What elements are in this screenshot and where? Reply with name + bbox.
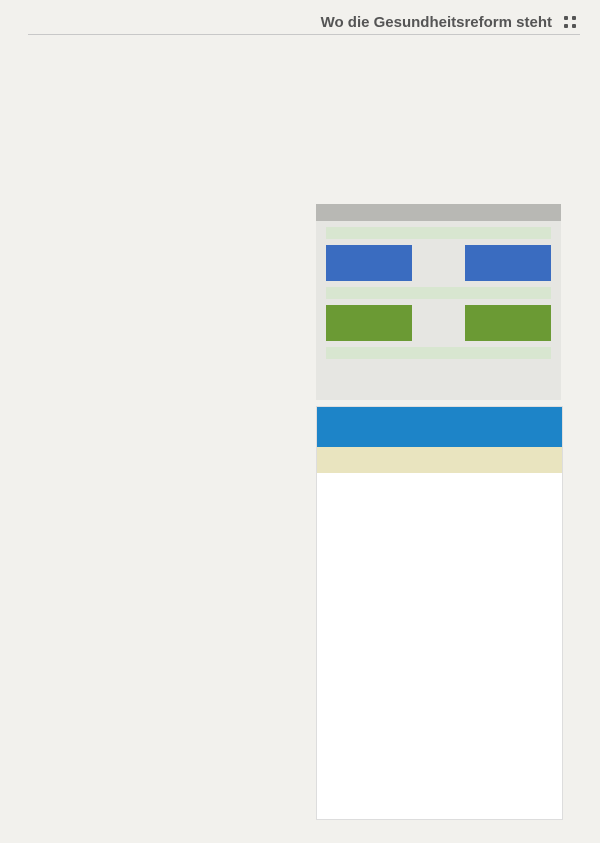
figure-title	[316, 204, 561, 221]
grid-dots-icon	[564, 16, 580, 30]
ad-slogan-band	[317, 447, 562, 473]
header-divider	[28, 34, 580, 35]
figure-box	[326, 305, 412, 341]
figure-band-bottom	[326, 347, 551, 359]
figure-band-top	[326, 227, 551, 239]
figure-box	[326, 245, 412, 281]
page-header	[0, 0, 600, 30]
figure-box	[465, 245, 551, 281]
figure-diagram	[316, 204, 561, 400]
left-text-column	[52, 60, 292, 820]
header-title: Wo die Gesundheitsreform steht	[320, 14, 552, 31]
figure-box	[465, 305, 551, 341]
advertisement	[316, 406, 563, 820]
ad-header	[317, 407, 562, 447]
figure-band-middle	[326, 287, 551, 299]
